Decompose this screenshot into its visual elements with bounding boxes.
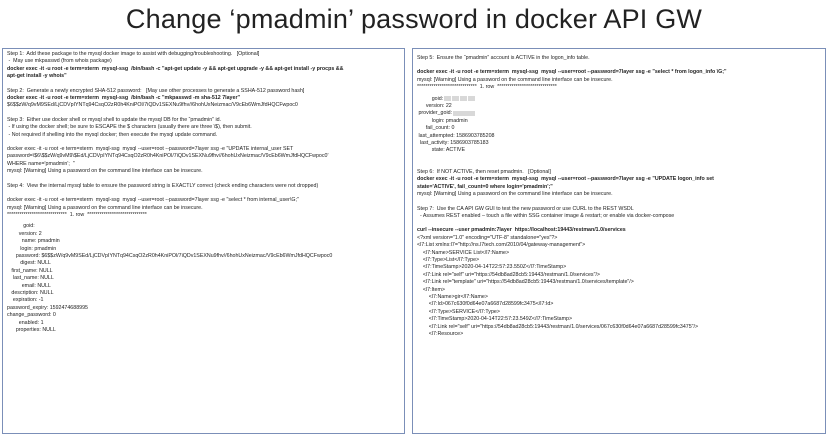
step6-heading: Step 6: If NOT ACTIVE, then reset pmadmin. [Optional] (417, 168, 551, 175)
xml-line: <l7:TimeStamp>2020-04-14T22:57:23.549Z</l7:TimeStamp> (417, 316, 573, 323)
step5-field-last-activity: last_activity: 1586903785183 (417, 140, 489, 147)
step4-field-enabled: enabled: 1 (7, 319, 44, 326)
xml-line: <l7:Type>SERVICE</l7:Type> (417, 308, 500, 315)
step1-heading: Step 1: Add these package to the mysql docker image to assist with debugging/troubleshooting. [Optional] (7, 51, 260, 57)
step2-heading: Step 2: Generate a newly encrypted SHA-512 password: [May use other processes to generate a SSHA-512 password hash] (7, 87, 305, 94)
step4-heading: Step 4: View the internal mysql table to ensure the password string is EXACTLY correct (check ending characters were not dropped) (7, 182, 319, 189)
step5-heading: Step 5: Ensure the “pmadmin” account is ACTIVE in the logon_info table. (417, 55, 590, 61)
xml-line: <l7:Type>List</l7:Type> (417, 256, 480, 263)
step4-field-password-expiry: password_expiry: 1592474688995 (7, 304, 88, 311)
step3-note2: - Not required if shelling into the mysql docker; then execute the mysql update command. (7, 131, 218, 138)
step4-field-name: name: pmadmin (7, 238, 60, 245)
step4-field-login: login: pmadmin (7, 245, 57, 252)
step4-field-expiration: expiration: -1 (7, 297, 44, 304)
redacted-value (453, 111, 475, 116)
step6-warning: mysql: [Warning] Using a password on the command line interface can be insecure. (417, 191, 613, 198)
step3-command-line3: WHERE name='pmadmin'; " (7, 160, 75, 167)
xml-line: <l7:Link rel="template" uri="https://54db8ad28cb5:19443/restman/1.0/services/template"/> (417, 279, 634, 286)
step4-field-change-password: change_password: 0 (7, 312, 56, 319)
step2-command: docker exec -it -u root -e term=xterm mysql-ssg /bin/bash -c "mkpasswd -m sha-512 7layer" (7, 95, 241, 102)
step4-row-separator: ***************************** 1. row ***************************** (7, 211, 147, 218)
step5-field-fail-count: fail_count: 0 (417, 125, 455, 132)
step4-field-version: version: 2 (7, 230, 42, 237)
step4-command: docker exec -it -u root -e term=xterm mysql-ssg mysql --user=root --password=7layer ssg -e "select * from internal_user\G;" (7, 197, 299, 204)
step4-field-digest: digest: NULL (7, 260, 51, 267)
xml-line: <l7:Id>067c630f0d64e07a6687d28599fc3475</l7:Id> (417, 301, 554, 308)
step3-heading: Step 3: Either use docker shell or mysql shell to update the mysql DB for the “pmadmin” id. (7, 116, 222, 123)
step4-field-last-name: last_name: NULL (7, 275, 54, 282)
xml-line: <l7:TimeStamp>2020-04-14T22:57:23.550Z</l7:TimeStamp> (417, 264, 567, 271)
step5-warning: mysql: [Warning] Using a password on the command line interface can be insecure. (417, 76, 613, 83)
step6-command-line1: docker exec -it -u root -e term=xterm mysql-ssg mysql --user=root --password=7layer ssg -e "UPDATE logon_info set (417, 176, 714, 183)
xml-line: <l7:Link rel="self" uri="https://54db8ad28cb5:19443/restman/1.0/services/067c630f0d64e07a6687d28599fc3475"/> (417, 323, 699, 330)
step7-note: - Assumes REST enabled – touch a file within SSG container image & restart; or enable via docker-compose (417, 212, 675, 219)
xml-line: <l7:Name>SERVICE List</l7:Name> (417, 249, 510, 256)
right-panel (412, 48, 826, 434)
step5-field-version: version: 22 (417, 103, 452, 110)
step3-command-line2: password=\$6\$$zW/q9vM9\$Ed/LjCDVpIYNTq94CsqO2zR0h4KniPOl/7iQDv1SEXNu9fhv//6hohUxNeizmac/V9cEb6WmJfdHQCFwpoc0' (7, 153, 329, 160)
step2-hash: $6$$zW/q9vM9SEd/LjCDVpIYNTq94CsqO2zR0h4KniPOl/7iQDv1SEXNu9fhv//6hohUxNeizmac/V9cEb6WmJfdHQCFwpoc0 (7, 102, 298, 109)
step5-field-login: login: pmadmin (417, 117, 468, 124)
step3-note1: - If using the docker shell; be sure to ESCAPE the $ characters (usually there are three \$), then submit. (7, 124, 252, 131)
step3-warning: mysql: [Warning] Using a password on the command line interface can be insecure. (7, 168, 203, 175)
step4-field-properties: properties: NULL (7, 327, 56, 333)
step4-field-email: email: NULL (7, 282, 51, 289)
step5-command: docker exec -it -u root -e term=xterm mysql-ssg mysql --user=root --password=7layer ssg -e "select * from logon_info \G;" (417, 69, 727, 76)
step1-note: - May use mkpasswd (from whois package) (7, 58, 112, 65)
step4-warning: mysql: [Warning] Using a password on the command line interface can be insecure. (7, 204, 203, 211)
xml-line: <l7:Link rel="self" uri="https://54db8ad28cb5:19443/restman/1.0/services"/> (417, 271, 601, 278)
step4-field-goid: goid: (7, 223, 35, 230)
redacted-value (452, 96, 459, 101)
step1-command-line1: docker exec -it -u root -e term=xterm mysql-ssg /bin/bash -c "apt-get update -y && apt-get upgrade -y && apt-get install -y procps && (7, 65, 344, 72)
step5-row-separator: ***************************** 1. row ***************************** (417, 84, 557, 91)
step1-command-line2: apt-get install -y whois" (7, 73, 67, 80)
step5-field-state: state: ACTIVE (417, 147, 465, 154)
page-title: Change ‘pmadmin’ password in docker API GW (125, 4, 703, 34)
step7-heading: Step 7: Use the CA API GW GUI to test the new password or use CURL to the REST WSDL (417, 205, 634, 212)
step7-command: curl --insecure --user pmadmin:7layer https://localhost:19443/restman/1.0/services (417, 227, 626, 234)
step4-field-description: description: NULL (7, 289, 54, 296)
step4-field-first-name: first_name: NULL (7, 267, 53, 274)
redacted-value (468, 96, 475, 101)
xml-line: <l7:Resource> (417, 331, 464, 337)
step5-field-provider-goid: provider_goid: (417, 110, 821, 117)
step3-command-line1: docker exec -it -u root -e term=xterm mysql-ssg mysql --user=root --password=7layer ssg -e "UPDATE internal_user SET (7, 146, 294, 153)
left-panel (2, 48, 405, 434)
xml-line: <?xml version="1.0" encoding="UTF-8" standalone="yes"?> (417, 234, 558, 241)
redacted-value (444, 96, 451, 101)
step5-field-last-attempted: last_attempted: 1586903785208 (417, 132, 495, 139)
step6-command-line2: state='ACTIVE', fail_count=0 where login='pmadmin';" (417, 183, 553, 190)
xml-line: <l7:List xmlns:l7="http://ns.l7tech.com/2010/04/gateway-management"> (417, 242, 586, 249)
redacted-value (460, 96, 467, 101)
step4-field-password: password: $6$$zW/q9vM9SEd/LjCDVpIYNTq94CsqO2zR0h4KniPOl/7iQDv1SEXNu9fhv//6hohUxNeizmac/V9cEb6WmJfdHQCFwpoc0 (7, 252, 333, 259)
xml-line: <l7:Name>gir</l7:Name> (417, 293, 488, 300)
xml-line: <l7:Item> (417, 286, 445, 293)
step5-field-goid: goid: (417, 96, 821, 103)
